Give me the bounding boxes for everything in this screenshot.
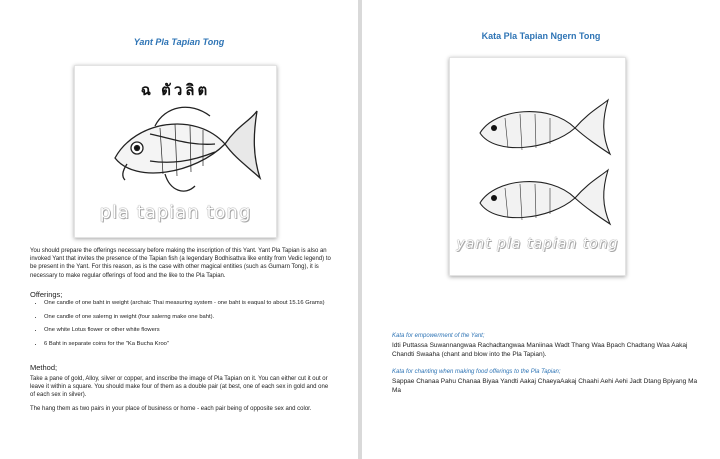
kata-offering-heading: Kata for chanting when making food offerings to the Pla Tapian;: [392, 369, 561, 375]
list-item: • One white Lotus flower or other white flowers: [44, 327, 334, 335]
art-caption: yant pla tapian tong: [456, 236, 619, 252]
method-paragraph: Take a pane of gold, Alloy, silver or copper, and inscribe the image of Pla Tapian on it. You can either cut it out or leave it within a square. You should make four of them as a double pair (at best, one of each sex in gold and one of each sex in silver).: [30, 376, 329, 399]
right-page: [362, 0, 720, 459]
yant-fish-image: [74, 65, 277, 238]
method-heading: Method;: [30, 363, 58, 372]
kata-offering-text: Sappae Chanaa Pahu Chanaa Biyaa Yandti Aakaj ChaeyaAakaj Chaahi Aehi Aehi Jadt Dtang Bpiyang Ma Ma: [392, 378, 698, 394]
yant-fish-pair-image: [449, 57, 626, 276]
kata-empowerment-heading: Kata for empowerment of the Yant;: [392, 333, 485, 339]
left-page: [0, 0, 358, 459]
list-item: • One candle of one salerng in weight (four salerng make one baht).: [44, 314, 334, 322]
offerings-heading: Offerings;: [30, 290, 63, 299]
hang-paragraph: The hang them as two pairs in your place of business or home - each pair being of opposite sex and color.: [30, 406, 312, 412]
list-item: • One candle of one baht in weight (archaic Thai measuring system - one baht is eaqual to about 15.16 Grams): [44, 300, 334, 308]
intro-paragraph: You should prepare the offerings necessary before making the inscription of this Yant. Yant Pla Tapian is also an invoked Yant that invites the presence of the Tapian fish (a legendary Bodhisattva like entity from Vedic legend) to be present in the Yant. For this reason, as is the case with other magical entities (such as Gumarn Tong), it is necessary to make regular offerings of food and the like to the Pla Tapian.: [30, 248, 331, 279]
kata-empowerment-text: Idti Puttassa Suwannangwaa Rachadtangwaa Maniinaa Wadt Thang Waa Bpach Chadtang Waa Aakaj Chandti Swaaha (chant and blow into the Pla Tapian).: [392, 342, 688, 358]
thai-script-text: ฉ ตัวลิต: [140, 82, 211, 99]
art-caption: pla tapian tong: [99, 202, 252, 223]
offerings-list: [30, 300, 334, 354]
list-item: • 6 Baht in separate coins for the "Ka Bucha Kroo": [44, 341, 334, 349]
page-title: Kata Pla Tapian Ngern Tong: [481, 31, 601, 41]
page-title: Yant Pla Tapian Tong: [133, 37, 225, 47]
